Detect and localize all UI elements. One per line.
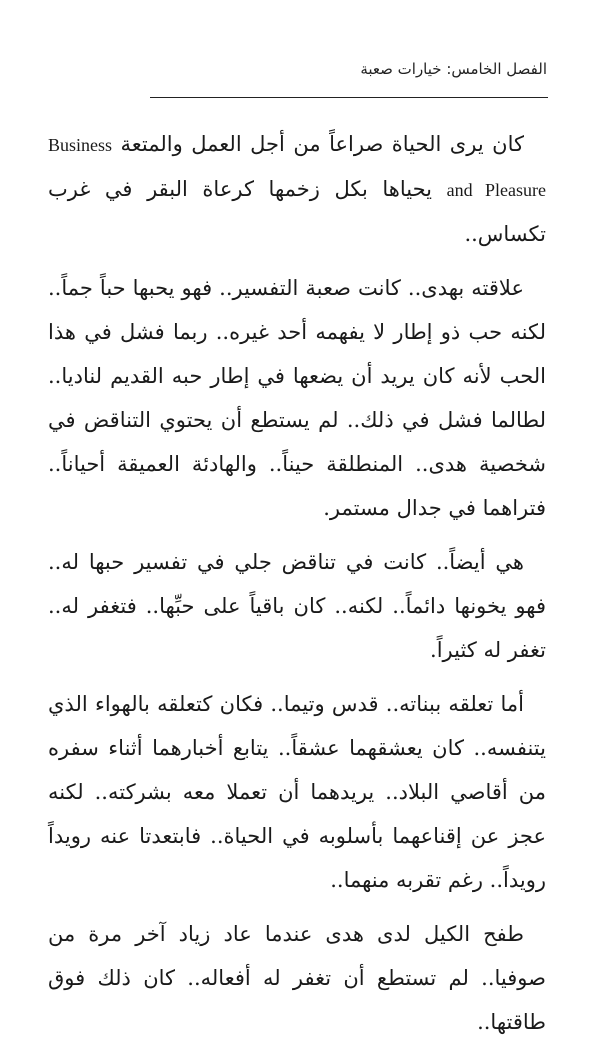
paragraph-1 bbox=[48, 122, 546, 256]
header-rule bbox=[150, 97, 548, 98]
paragraph-1-start: كان يرى الحياة صراعاً من أجل العمل والمتعة bbox=[112, 132, 524, 156]
running-header: الفصل الخامس: خيارات صعبة bbox=[360, 60, 547, 78]
paragraph-1-end: يحياها بكل زخمها كرعاة البقر في غرب تكساس.. bbox=[48, 177, 546, 246]
paragraph-5: طفح الكيل لدى هدى عندما عاد زياد آخر مرة من صوفيا.. لم تستطع أن تغفر له أفعاله.. كان ذلك فوق طاقتها.. bbox=[48, 922, 546, 1034]
paragraph-4: أما تعلقه ببناته.. قدس وتيما.. فكان كتعلقه بالهواء الذي يتنفسه.. كان يعشقهما عشقاً.. يتابع أخبارهما أثناء سفره من أقاصي البلاد.. يريدهما أن تعملا معه بشركته.. لكنه عجز عن إقناعهما بأسلوبه في الحياة.. فابتعدتا عنه رويداً رويداً.. رغم تقربه منهما.. bbox=[48, 692, 546, 892]
body-text bbox=[48, 122, 546, 1054]
paragraph-3: هي أيضاً.. كانت في تناقض جلي في تفسير حبها له.. فهو يخونها دائماً.. لكنه.. كان باقياً على حبِّها.. فتغفر له.. تغفر له كثيراً. bbox=[48, 550, 546, 662]
paragraph-2: علاقته بهدى.. كانت صعبة التفسير.. فهو يحبها حباً جماً.. لكنه حب ذو إطار لا يفهمه أحد غيره.. ربما فشل في هذا الحب لأنه كان يريد أن يضعها في إطار حبه القديم لناديا.. لطالما فشل في ذلك.. لم يستطع أن يحتوي التناقض في شخصية هدى.. المنطلقة حيناً.. والهادئة العميقة أحياناً.. فتراهما في جدال مستمر. bbox=[48, 276, 546, 520]
paragraph-1-latin-phrase: Business and Pleasure bbox=[48, 135, 547, 200]
